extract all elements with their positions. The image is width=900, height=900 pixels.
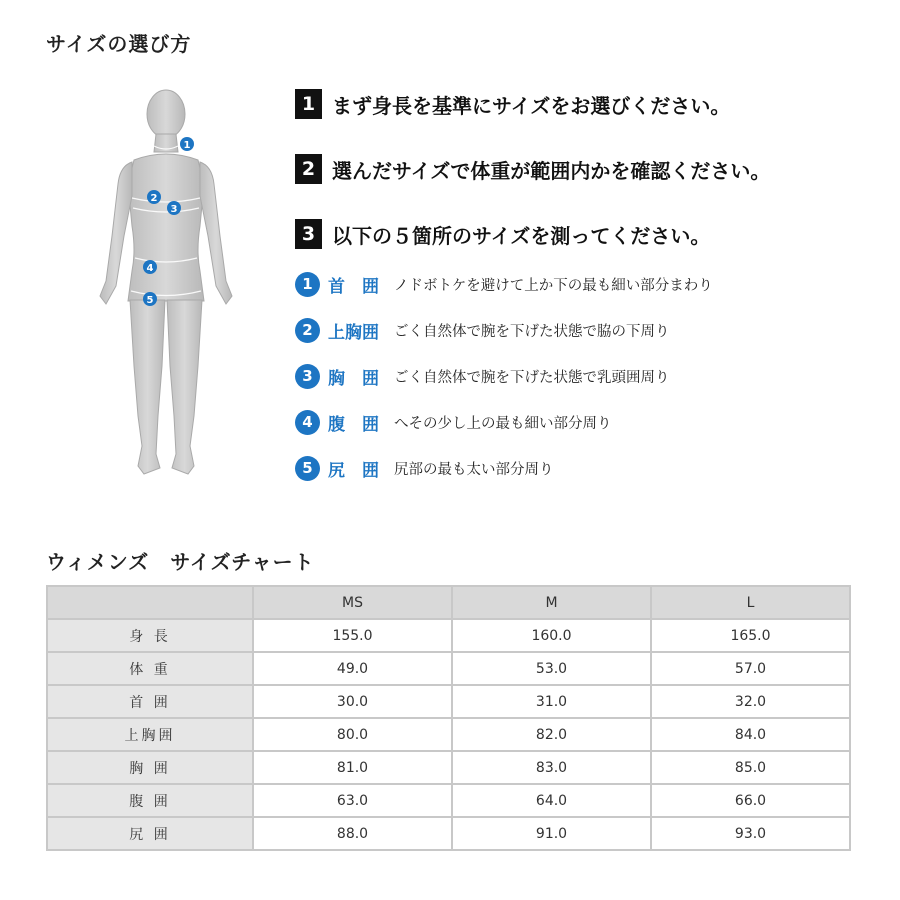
table-header-l: L [651, 586, 850, 619]
measurement-number-badge: 4 [295, 410, 320, 435]
table-row [47, 817, 850, 850]
step-text: 以下の５箇所のサイズを測ってください。 [332, 223, 711, 248]
measurement-name: 胸 囲 [328, 368, 379, 389]
measurement-name: 上胸囲 [328, 322, 379, 343]
row-label: 体 重 [47, 652, 253, 685]
table-row [47, 685, 850, 718]
measurement-description: 尻部の最も太い部分周り [394, 461, 554, 478]
step-number-badge: 1 [295, 89, 322, 119]
size-chart-title: ウィメンズ サイズチャート [46, 550, 315, 574]
table-cell: 30.0 [253, 685, 452, 718]
measurement-number-badge: 5 [295, 456, 320, 481]
table-cell: 57.0 [651, 652, 850, 685]
table-cell: 53.0 [452, 652, 651, 685]
figure-marker-1 [180, 137, 194, 151]
table-header-m: M [452, 586, 651, 619]
measurement-hip [295, 454, 554, 482]
measurement-chest [295, 362, 670, 390]
table-cell: 91.0 [452, 817, 651, 850]
step-1 [295, 89, 730, 119]
step-2 [295, 154, 770, 184]
measurement-upper-chest [295, 316, 670, 344]
step-3 [295, 219, 710, 249]
step-number-badge: 2 [295, 154, 322, 184]
table-cell: 84.0 [651, 718, 850, 751]
svg-text:3: 3 [170, 204, 178, 215]
measurement-name: 腹 囲 [328, 414, 379, 435]
figure-marker-2 [147, 190, 161, 204]
table-cell: 83.0 [452, 751, 651, 784]
table-cell: 155.0 [253, 619, 452, 652]
measurement-description: ごく自然体で腕を下げた状態で乳頭囲周り [394, 369, 670, 386]
page-title: サイズの選び方 [46, 32, 192, 56]
row-label: 腹 囲 [47, 784, 253, 817]
size-chart-table [46, 585, 851, 851]
table-cell: 85.0 [651, 751, 850, 784]
measurement-name: 尻 囲 [328, 460, 379, 481]
figure-marker-5 [143, 292, 157, 306]
table-cell: 49.0 [253, 652, 452, 685]
table-cell: 165.0 [651, 619, 850, 652]
table-cell: 160.0 [452, 619, 651, 652]
measurement-number-badge: 2 [295, 318, 320, 343]
table-header-corner [47, 586, 253, 619]
step-text: 選んだサイズで体重が範囲内かを確認ください。 [332, 158, 771, 183]
svg-text:2: 2 [150, 193, 158, 204]
figure-marker-4 [143, 260, 157, 274]
row-label: 上胸囲 [47, 718, 253, 751]
measurement-name: 首 囲 [328, 276, 379, 297]
measurement-description: ノドボトケを避けて上か下の最も細い部分まわり [394, 277, 713, 294]
table-cell: 63.0 [253, 784, 452, 817]
table-row [47, 751, 850, 784]
table-header-ms: MS [253, 586, 452, 619]
row-label: 尻 囲 [47, 817, 253, 850]
table-cell: 80.0 [253, 718, 452, 751]
row-label: 身 長 [47, 619, 253, 652]
body-figure-illustration [86, 86, 256, 486]
table-row [47, 784, 850, 817]
table-cell: 82.0 [452, 718, 651, 751]
row-label: 胸 囲 [47, 751, 253, 784]
svg-text:1: 1 [183, 140, 191, 151]
measurement-description: へその少し上の最も細い部分周り [394, 415, 612, 432]
measurement-neck [295, 270, 713, 298]
table-row [47, 718, 850, 751]
row-label: 首 囲 [47, 685, 253, 718]
table-cell: 88.0 [253, 817, 452, 850]
table-row [47, 652, 850, 685]
svg-text:4: 4 [146, 263, 154, 274]
measurement-waist [295, 408, 612, 436]
measurement-number-badge: 3 [295, 364, 320, 389]
table-cell: 66.0 [651, 784, 850, 817]
table-row [47, 619, 850, 652]
svg-text:5: 5 [146, 295, 154, 306]
figure-marker-3 [167, 201, 181, 215]
table-cell: 31.0 [452, 685, 651, 718]
table-cell: 64.0 [452, 784, 651, 817]
table-cell: 81.0 [253, 751, 452, 784]
measurement-description: ごく自然体で腕を下げた状態で脇の下周り [394, 323, 670, 340]
table-header-row [47, 586, 850, 619]
step-number-badge: 3 [295, 219, 322, 249]
table-cell: 32.0 [651, 685, 850, 718]
measurement-number-badge: 1 [295, 272, 320, 297]
step-text: まず身長を基準にサイズをお選びください。 [332, 93, 731, 118]
table-cell: 93.0 [651, 817, 850, 850]
